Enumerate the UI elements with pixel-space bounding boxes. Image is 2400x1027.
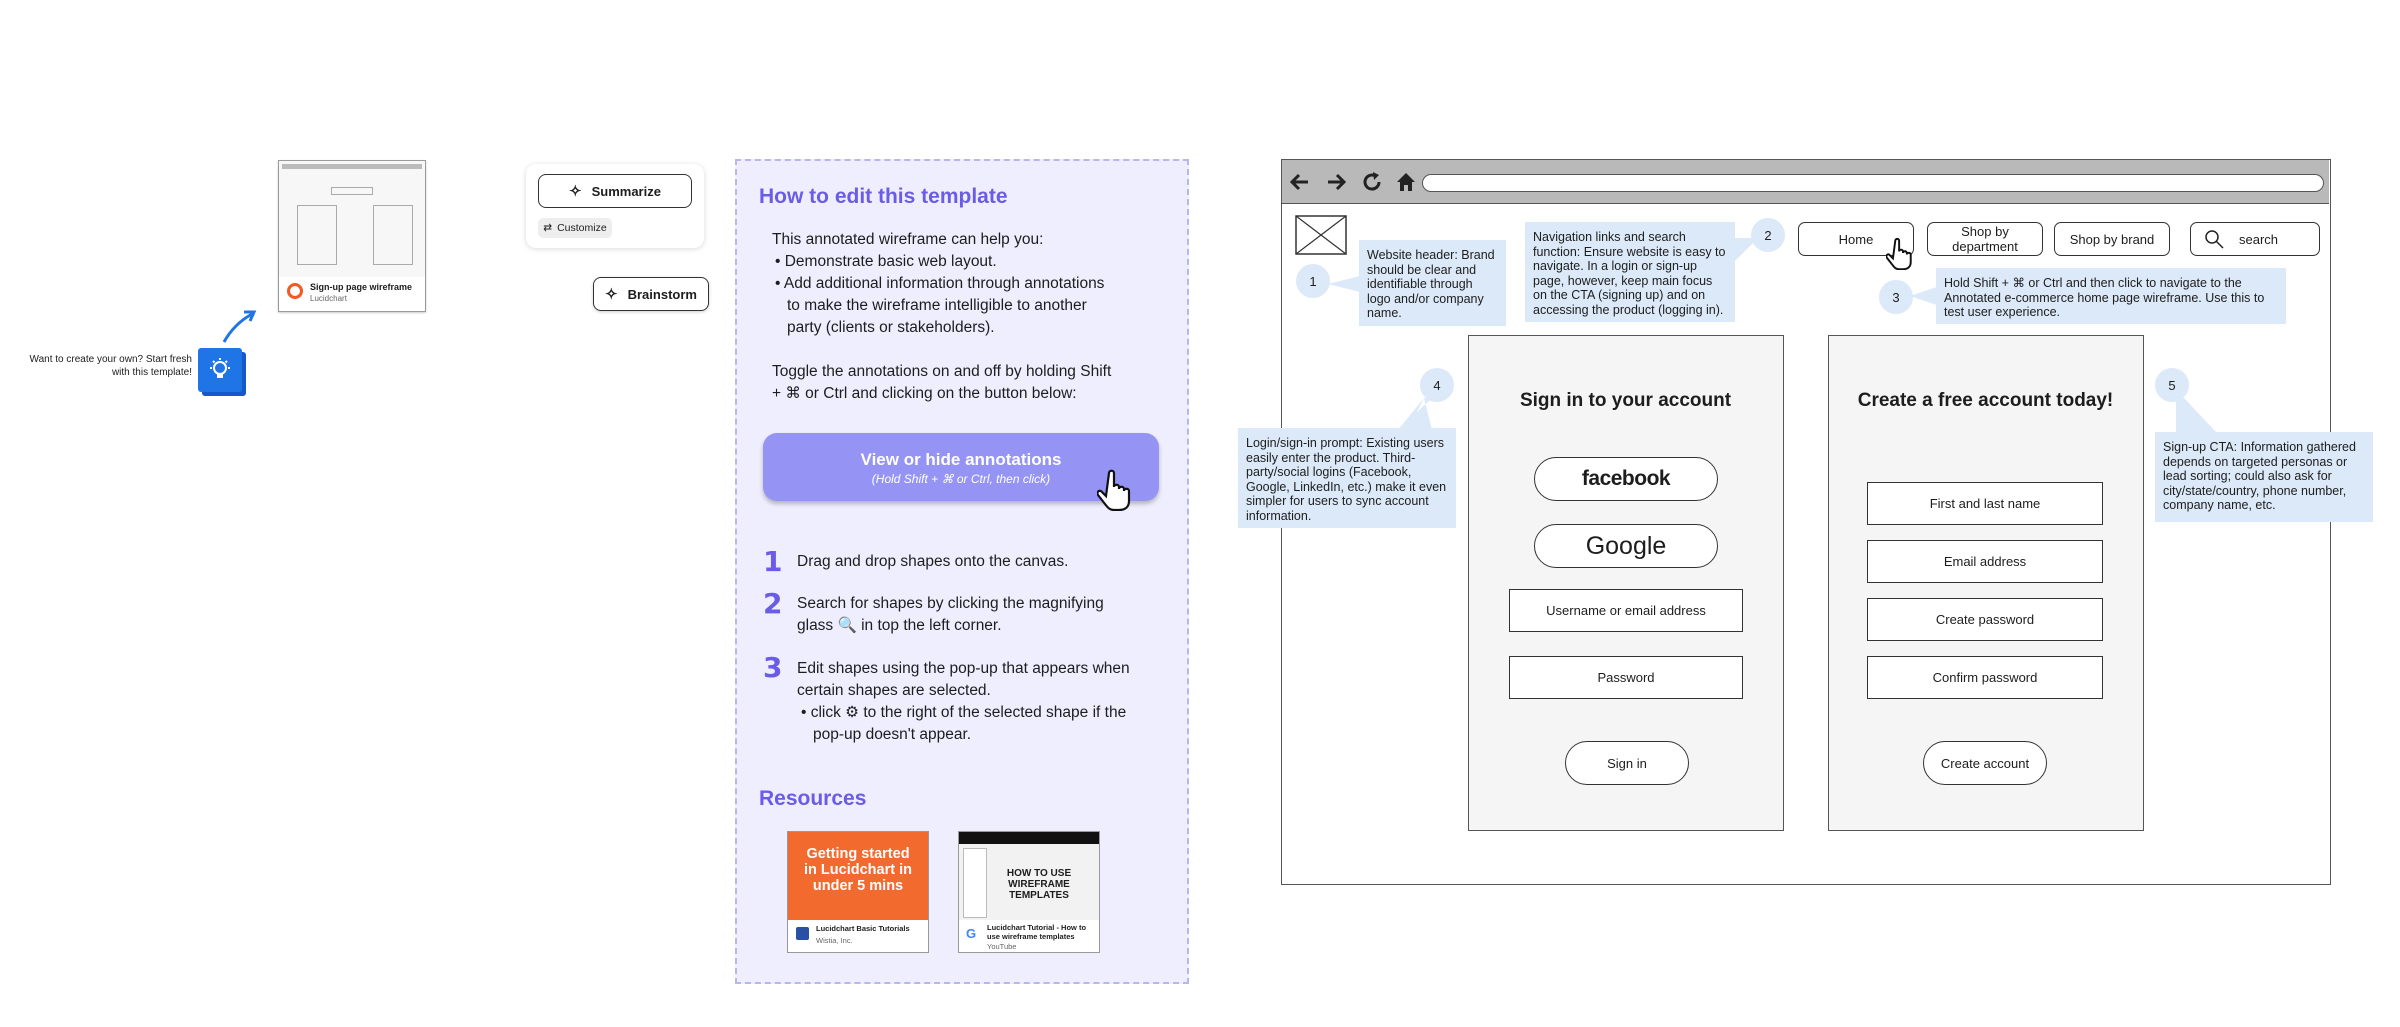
resource-1-caption: Lucidchart Basic Tutorials (816, 924, 910, 933)
annotation-note-1: Website header: Brand should be clear and identifiable through logo and/or company name. (1359, 240, 1506, 326)
nav-shop-by-brand[interactable]: Shop by brand (2054, 222, 2170, 256)
resource-1-source: Wistia, Inc. (816, 936, 853, 945)
toggle-text-1: Toggle the annotations on and off by holding Shift (772, 363, 1112, 380)
email-input[interactable]: Email address (1867, 540, 2103, 583)
toggle-text-2: + ⌘ or Ctrl and clicking on the button below: (772, 385, 1077, 402)
sign-up-card (1828, 335, 2144, 831)
annotation-marker-1: 1 (1296, 264, 1330, 298)
step-2-text-1: Search for shapes by clicking the magnifying (797, 595, 1104, 612)
resource-2-image-text: HOW TO USE WIREFRAME TEMPLATES (1006, 868, 1072, 901)
sign-in-button[interactable]: Sign in (1565, 741, 1689, 785)
resource-1-image-text: Getting started in Lucidchart in under 5 mins (804, 846, 912, 894)
brainstorm-button[interactable]: ✧ Brainstorm (593, 277, 709, 311)
lucidchart-logo-icon (287, 283, 303, 299)
forward-arrow-icon[interactable] (1324, 170, 1348, 194)
resource-video-1[interactable] (787, 831, 929, 953)
sliders-icon: ⇄ (543, 222, 553, 234)
nav-home[interactable]: Home (1798, 222, 1914, 256)
annotation-note-2: Navigation links and search function: Ensure website is easy to navigate. In a login or sign-up page, however, keep main focus on the CTA (signing up) and on accessing the product (logging in). (1525, 222, 1735, 322)
annotation-note-5: Sign-up CTA: Information gathered depends on targeted personas or lead sorting; could also ask for city/state/country, phone number, company name, etc. (2155, 432, 2373, 522)
confirm-password-input[interactable]: Confirm password (1867, 656, 2103, 699)
resource-2-source: YouTube (987, 942, 1017, 951)
promo-text: Want to create your own? Start fresh with this template! (29, 354, 192, 378)
sign-up-title: Create a free account today! (1857, 390, 2114, 411)
ai-popup (526, 164, 704, 248)
username-input[interactable]: Username or email address (1509, 589, 1743, 632)
search-placeholder: search (2239, 231, 2279, 247)
logo-placeholder-icon (1295, 215, 1347, 255)
bullet-2-cont-1: to make the wireframe intelligible to another (787, 297, 1087, 314)
sparkle-icon: ✧ (569, 183, 582, 200)
annotation-marker-2: 2 (1751, 218, 1785, 252)
sign-in-title: Sign in to your account (1519, 390, 1732, 411)
address-bar[interactable] (1422, 174, 2324, 192)
thumbnail-subtitle: Lucidchart (310, 294, 347, 303)
annotation-marker-3: 3 (1879, 280, 1913, 314)
resources-title: Resources (759, 787, 867, 810)
password-input[interactable]: Password (1509, 656, 1743, 699)
sparkle-icon: ✧ (605, 286, 618, 303)
home-icon[interactable] (1394, 170, 1418, 194)
annotation-marker-4: 4 (1420, 368, 1454, 402)
resource-video-2[interactable] (958, 831, 1100, 953)
step-3-sub-1: • click ⚙ to the right of the selected shape if the (801, 704, 1127, 721)
summarize-button[interactable]: ✧ Summarize (538, 174, 692, 208)
lightbulb-icon (207, 357, 233, 383)
step-3-text-1: Edit shapes using the pop-up that appears when (797, 660, 1130, 677)
annotation-note-4: Login/sign-in prompt: Existing users easily enter the product. Third-party/social logins (Facebook, Google, LinkedIn, etc.) make it even simpler for users to sync account information. (1238, 428, 1456, 528)
thumbnail-title: Sign-up page wireframe (310, 282, 413, 292)
sign-in-card (1468, 335, 1784, 831)
lucidchart-logo-icon (796, 927, 809, 940)
annotation-pointer (1328, 272, 1360, 296)
google-logo-icon: G (966, 926, 977, 941)
nav-shop-by-department[interactable]: Shop by department (1927, 222, 2043, 256)
hand-cursor-icon (1097, 467, 1141, 511)
toggle-annotations-button[interactable]: View or hide annotations (Hold Shift + ⌘ or Ctrl, then click) (763, 433, 1159, 501)
panel-title: How to edit this template (759, 185, 1008, 208)
step-2-text-2: glass 🔍 in top the left corner. (797, 617, 1002, 634)
annotation-pointer (1398, 398, 1432, 430)
intro-text: This annotated wireframe can help you: (772, 231, 1044, 248)
arrow-icon (220, 306, 260, 346)
bullet-2: • Add additional information through annotations (775, 275, 1105, 292)
annotation-note-3: Hold Shift + ⌘ or Ctrl and then click to navigate to the Annotated e-commerce home page wireframe. Use this to test user experience. (1936, 268, 2286, 324)
full-name-input[interactable]: First and last name (1867, 482, 2103, 525)
step-number-2: 2 (763, 587, 783, 620)
search-box[interactable] (2190, 222, 2320, 256)
step-number-3: 3 (763, 651, 783, 684)
instructions-panel (735, 159, 1189, 984)
create-password-input[interactable]: Create password (1867, 598, 2103, 641)
step-number-1: 1 (763, 545, 783, 578)
refresh-icon[interactable] (1360, 170, 1384, 194)
bullet-1: • Demonstrate basic web layout. (775, 253, 997, 270)
back-arrow-icon[interactable] (1288, 170, 1312, 194)
template-thumbnail[interactable] (278, 160, 426, 312)
google-login-button[interactable]: Google (1534, 524, 1718, 568)
search-icon (2203, 228, 2225, 250)
customize-button[interactable]: ⇄ Customize (538, 218, 612, 238)
step-3-sub-2: pop-up doesn't appear. (813, 726, 972, 743)
step-3-text-2: certain shapes are selected. (797, 682, 991, 699)
start-template-button[interactable] (198, 348, 246, 396)
browser-toolbar (1282, 160, 2329, 204)
step-1-text: Drag and drop shapes onto the canvas. (797, 553, 1069, 570)
annotation-pointer (2176, 398, 2216, 432)
create-account-button[interactable]: Create account (1923, 741, 2047, 785)
resource-2-caption: Lucidchart Tutorial - How to use wireframe templates (987, 923, 1087, 941)
bullet-2-cont-2: party (clients or stakeholders). (787, 319, 995, 336)
hand-cursor-icon (1886, 236, 1920, 270)
facebook-login-button[interactable]: facebook (1534, 457, 1718, 501)
annotation-marker-5: 5 (2155, 368, 2189, 402)
